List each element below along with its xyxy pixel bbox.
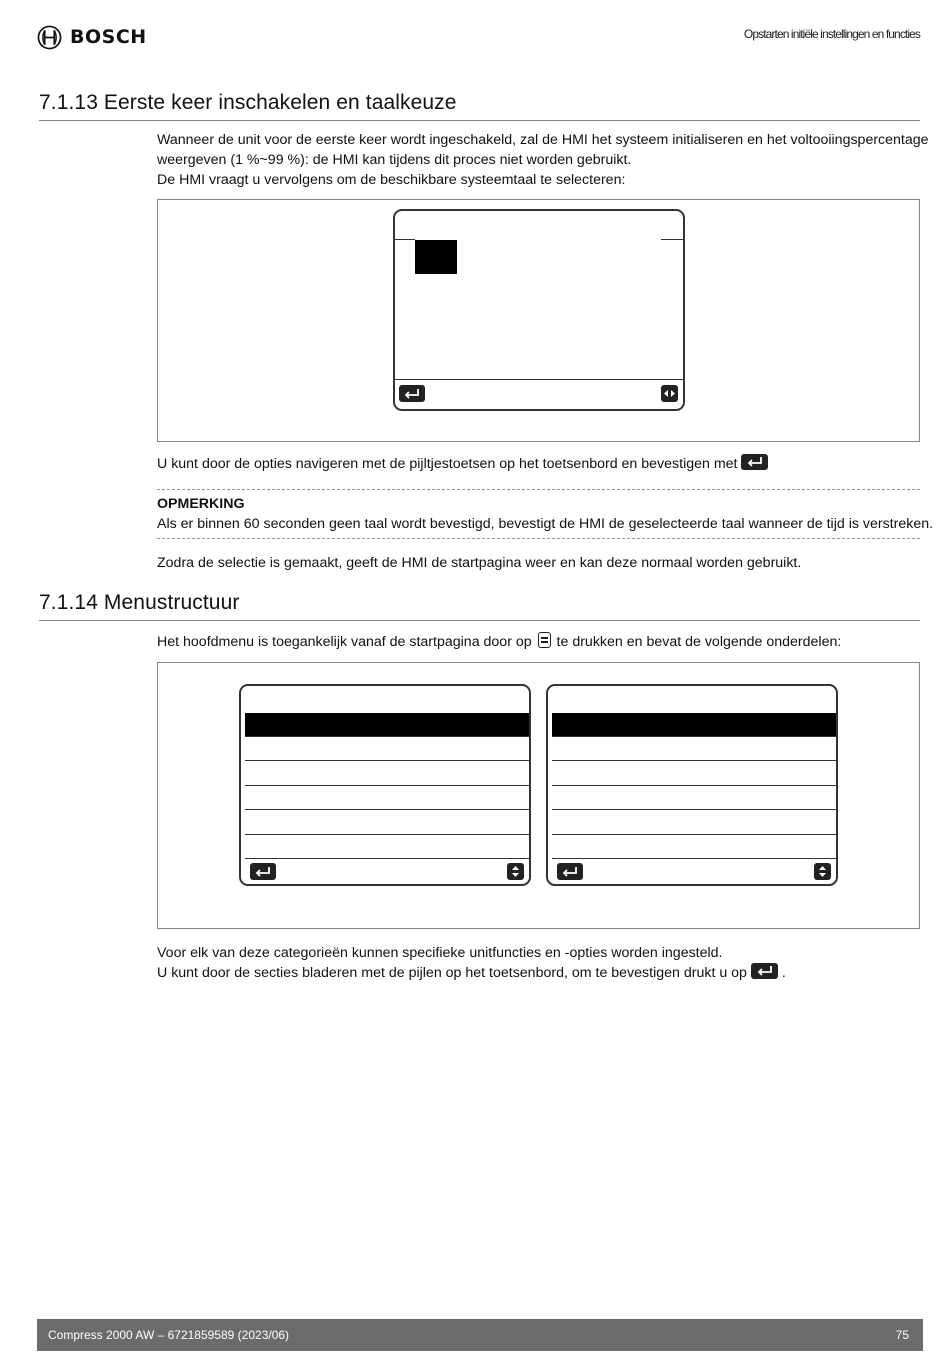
page-footer bbox=[37, 1319, 923, 1351]
hmi-menu-screen-1 bbox=[239, 684, 531, 886]
menu-outro-paragraph bbox=[157, 943, 922, 983]
note-bottom-divider bbox=[157, 538, 920, 539]
note-block bbox=[157, 494, 934, 534]
menu-row-divider bbox=[245, 760, 529, 761]
menu-row-divider bbox=[552, 809, 836, 810]
chapter-title: Opstarten initiële instellingen en functies bbox=[743, 27, 920, 41]
enter-key-icon[interactable] bbox=[557, 863, 583, 880]
note-title: OPMERKING bbox=[157, 496, 245, 512]
heading-rule bbox=[39, 120, 920, 121]
menu-row-divider bbox=[552, 858, 836, 859]
section-heading-7-1-13: 7.1.13 Eerste keer inschakelen en taalkeuze bbox=[39, 91, 457, 114]
navigate-paragraph bbox=[157, 454, 922, 474]
menu-row-divider bbox=[245, 834, 529, 835]
note-text: Als er binnen 60 seconden geen taal wordt bevestigd, bevestigt de HMI de geselecteerde taal wanneer de tijd is verstreken. bbox=[157, 516, 934, 532]
outro-text: U kunt door de secties bladeren met de pijlen op het toetsenbord, om te bevestigen drukt u op bbox=[157, 965, 747, 981]
menu-row-divider bbox=[245, 809, 529, 810]
navigate-text: U kunt door de opties navigeren met de pijltjestoetsen op het toetsenbord en bevestigen met bbox=[157, 456, 738, 472]
figure-language-screen bbox=[157, 199, 920, 442]
intro-line: De HMI vraagt u vervolgens om de beschikbare systeemtaal te selecteren: bbox=[157, 172, 626, 188]
brand-name: BOSCH bbox=[70, 26, 147, 48]
menu-row-divider bbox=[552, 736, 836, 737]
menu-row-divider bbox=[552, 834, 836, 835]
menu-row-divider bbox=[552, 760, 836, 761]
menu-button-icon bbox=[538, 632, 551, 648]
menu-row-selected[interactable] bbox=[245, 713, 529, 736]
menu-row-selected[interactable] bbox=[552, 713, 836, 736]
enter-key-icon bbox=[741, 454, 768, 470]
screen-footer-rule bbox=[395, 379, 683, 380]
menu-row-divider bbox=[245, 785, 529, 786]
menu-row-divider bbox=[245, 736, 529, 737]
figure-menu-structure bbox=[157, 662, 920, 929]
screen-title-rule bbox=[661, 239, 683, 240]
language-selection-highlight[interactable] bbox=[415, 240, 457, 274]
menu-intro-paragraph bbox=[157, 632, 922, 652]
section-heading-7-1-14: 7.1.14 Menustructuur bbox=[39, 591, 240, 614]
note-top-divider bbox=[157, 489, 920, 490]
up-down-arrows-icon[interactable] bbox=[507, 863, 524, 880]
intro-paragraph bbox=[157, 130, 929, 190]
after-selection-paragraph: Zodra de selectie is gemaakt, geeft de HMI de startpagina weer en kan deze normaal worden gebruikt. bbox=[157, 555, 802, 571]
menu-row-divider bbox=[245, 858, 529, 859]
bosch-logo bbox=[37, 24, 147, 50]
page-number: 75 bbox=[895, 1328, 909, 1342]
enter-key-icon[interactable] bbox=[250, 863, 276, 880]
left-right-arrows-icon[interactable] bbox=[661, 385, 678, 402]
hmi-menu-screen-2 bbox=[546, 684, 838, 886]
outro-period: . bbox=[781, 965, 786, 981]
menu-intro-text-end: te drukken en bevat de volgende onderdelen: bbox=[556, 634, 842, 650]
enter-key-icon bbox=[751, 963, 778, 979]
heading-rule bbox=[39, 620, 920, 621]
outro-line: Voor elk van deze categorieën kunnen specifieke unitfuncties en -opties worden ingesteld. bbox=[157, 945, 723, 961]
bosch-armature-icon bbox=[37, 25, 62, 50]
menu-row-divider bbox=[552, 785, 836, 786]
up-down-arrows-icon[interactable] bbox=[814, 863, 831, 880]
screen-title-rule bbox=[395, 239, 415, 240]
intro-line: Wanneer de unit voor de eerste keer wordt ingeschakeld, zal de HMI het systeem initialiseren en het voltooiingspercentage bbox=[157, 132, 929, 148]
intro-line: weergeven (1 %~99 %): de HMI kan tijdens dit proces niet worden gebruikt. bbox=[157, 152, 632, 168]
document-info: Compress 2000 AW – 6721859589 (2023/06) bbox=[48, 1328, 290, 1342]
menu-intro-text: Het hoofdmenu is toegankelijk vanaf de startpagina door op bbox=[157, 634, 532, 650]
enter-key-icon[interactable] bbox=[399, 385, 425, 402]
hmi-screen bbox=[393, 209, 685, 411]
outro-line bbox=[157, 963, 922, 983]
